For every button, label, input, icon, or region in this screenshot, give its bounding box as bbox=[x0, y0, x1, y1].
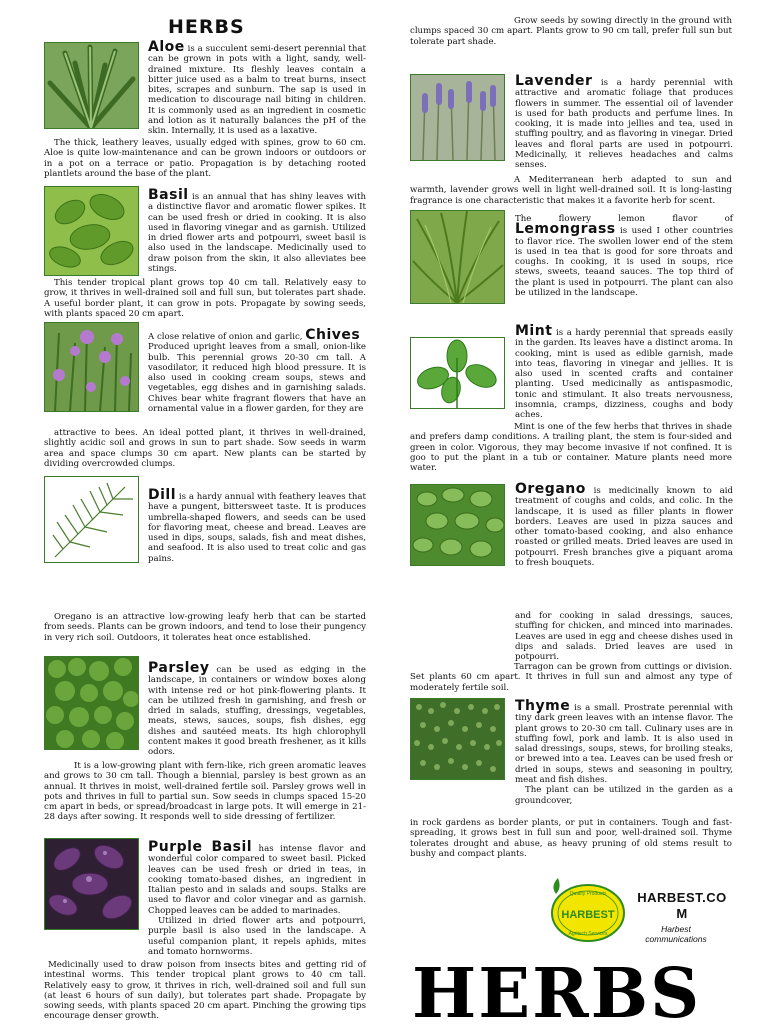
aloe-text: is a succulent semi-desert perennial that can be grown in pots with a light, sandy, well-drained mixture. Its fleshly leaves contain a bitter juice used as a balm to treat burns, insect bites, scrapes and sunburn. The sap is used in medication to discourage nail biting in children. It is commonly used as an ingredient in cosmetic and lotion as it naturally balances the pH of the skin. Internally, it is used as a laxative. bbox=[148, 44, 366, 137]
mint-photo bbox=[410, 337, 505, 409]
lemongrass-photo bbox=[410, 210, 505, 304]
logo-ring-top: Quality Products bbox=[569, 891, 607, 897]
harbest-logo bbox=[548, 878, 628, 944]
parsley-heading: Parsley bbox=[148, 660, 210, 676]
harbest-website: HARBEST.CO M bbox=[637, 890, 727, 921]
tarragon-continued-section bbox=[515, 611, 733, 662]
purple-basil-section bbox=[148, 839, 366, 957]
dill-section bbox=[148, 487, 366, 564]
thyme-heading: Thyme bbox=[515, 698, 571, 714]
aloe-section bbox=[148, 39, 366, 137]
aloe-heading: Aloe bbox=[148, 39, 185, 55]
dill-text: is a hardy annual with feathery leaves that have a pungent, bittersweet taste. It is produces umbrella-shaped flowers, and seeds can be used for flavoring meat, cheese and bread. Leaves are used in dips, soups, salads, fish and meat dishes, and seafood. It is also used to treat colic and gas pains. bbox=[148, 492, 366, 564]
parsley-photo bbox=[44, 656, 139, 750]
basil-photo bbox=[44, 186, 139, 276]
chives-heading: Chives bbox=[305, 327, 361, 343]
parsley-text: can be used as edging in the landscape, in containers or window boxes along with intense red or hot pink-flowering plants. It can be utilized fresh in garnishing, and fresh or dried in salads, stuffing, dressings, vegetables, meats, stews, sauces, soups, fish dishes, egg dishes and sautéed meats. Its high chlorophyll content makes it good breath freshener, as it kills odors. bbox=[148, 665, 366, 758]
lavender-heading: Lavender bbox=[515, 73, 593, 89]
purple-basil-text: has intense flavor and wonderful color compared to sweet basil. Picked leaves can be used fresh or dried in teas, in cooking tomato-based dishes, an ingredient in Italian pesto and in salads and soups. Stalks are used to flavor and color vinegar and as garnish. Chopped leaves can be added to marinades. bbox=[148, 844, 366, 916]
logo-word: HARBEST bbox=[561, 909, 615, 921]
lemongrass-heading: Lemongrass bbox=[515, 221, 616, 238]
page-title: HERBS bbox=[168, 16, 245, 38]
mint-section bbox=[515, 323, 733, 421]
aloe-text-2: The thick, leathery leaves, usually edged with spines, grow to 60 cm. Aloe is quite low-maintenance and can be grown indoors or outdoors or in a pot on a terrace or patio. Propagation is by detaching rooted plantlets around the base of the plant. bbox=[44, 138, 366, 179]
thyme-text-3: in rock gardens as border plants, or put in containers. Tough and fast-spreading, it grows best in full sun and poor, well-drained soil. Thyme tolerates drought and abuse, as heavy pruning of old stems result to bushy and compact plants. bbox=[410, 818, 732, 859]
chives-section bbox=[148, 327, 366, 415]
parsley-section bbox=[148, 660, 366, 758]
big-herbs-title: HERBS bbox=[412, 954, 702, 1034]
lavender-text-2: A Mediterranean herb adapted to sun and warmth, lavender grows well in light well-drained soil. It is long-lasting fragrance is one characteristic that makes it a favorite herb for scent. bbox=[410, 175, 732, 206]
oregano-continued-text: Oregano is an attractive low-growing leafy herb that can be started from seeds. Plants can be grown indoors, and tend to lose their pungency in very rich soil. Outdoors, it tolerates heat once established. bbox=[44, 612, 366, 643]
thyme-photo bbox=[410, 698, 505, 780]
chives-intro: A close relative of onion and garlic, bbox=[148, 332, 306, 342]
lemongrass-section bbox=[515, 214, 733, 298]
lavender-photo bbox=[410, 74, 505, 161]
logo-ring-bottom: Agritech Services bbox=[568, 931, 608, 937]
chives-photo bbox=[44, 322, 139, 412]
basil-heading: Basil bbox=[148, 187, 189, 203]
chives-text-2: attractive to bees. An ideal potted plant, it thrives in well-drained, slightly acidic soil and grows in sun to part shade. Sow seeds in warm area and space clumps 30 cm apart. New plants can be started by dividing overcrowded clumps. bbox=[44, 428, 366, 469]
harbest-tagline: Harbest communications bbox=[645, 924, 707, 944]
basil-section bbox=[148, 187, 366, 275]
purple-basil-photo bbox=[44, 838, 139, 930]
lavender-section bbox=[515, 73, 733, 171]
thyme-section bbox=[515, 698, 733, 806]
mint-heading: Mint bbox=[515, 323, 553, 339]
thyme-text-2: The plant can be utilized in the garden as a groundcover, bbox=[515, 785, 733, 806]
oregano-heading: Oregano bbox=[515, 481, 586, 497]
lavender-text: is a hardy perennial with attractive and aromatic foliage that produces flowers in summer. The essential oil of lavender is used for bath products and perfume lines. In cooking, it is made into jellies and tea, used in stuffing poultry, and as flavoring in vinegar. Dried leaves and floral parts are used in potpourri. Medicinally, it relieves headaches and calms senses. bbox=[515, 78, 733, 171]
purple-basil-heading: Purple Basil bbox=[148, 839, 253, 855]
thyme-text: is a small. Prostrate perennial with tiny dark green leaves with an intense flavor. The plant grows to 20-30 cm tall. Culinary uses are in stuffing fowl, pork and lamb. It is also used in salad dressings, soups, stews, for broiling steaks, or brewed into a tea. Leaves can be used fresh or dried in soups, stews and seasoning in poultry, meat and fish dishes. bbox=[515, 703, 733, 786]
oregano-photo bbox=[410, 484, 505, 566]
dill-heading: Dill bbox=[148, 487, 177, 503]
chives-text: Produced upright leaves from a small, onion-like bulb. This perennial grows 20-30 cm tall. A vasodilator, it reduced high blood pressure. It is also used in cooking cream soups, stews and vegetables, egg dishes and in garnishing salads. Chives bear white fragrant flowers that have an ornamental value in a flower garden, for they are bbox=[148, 342, 366, 415]
lemongrass-growing-text: Grow seeds by sowing directly in the ground with clumps spaced 30 cm apart. Plants grow to 90 cm tall, prefer full sun but tolerate part shade. bbox=[410, 16, 732, 47]
purple-basil-text-3: Medicinally used to draw poison from insects bites and getting rid of intestinal worms. This tender tropical plant grows to 40 cm tall. Relatively easy to grow, it thrives in rich, well-drained soil and full sun (at least 6 hours of sun daily), but tolerates part shade. Propagate by sowing seeds, with plants spaced 20 cm apart. Pinching the growing tips encourage denser growth. bbox=[44, 960, 366, 1022]
mint-text: is a hardy perennial that spreads easily in the garden. Its leaves have a distinct aroma. In cooking, mint is used as edible garnish, made into teas, flavoring in vinegar and jellies. It is also used in scented crafts and container planting. Used medicinally as antispasmodic, tonic and stimulant. It also treats nervousness, insomnia, cramps, dizziness, coughs and body aches. bbox=[515, 328, 733, 421]
basil-text: is an annual that has shiny leaves with a distinctive flavor and aromatic flower spikes. It can be used fresh or dried in cooking. It is also used in flavoring vinegar and as garnish. Utilized in dried flower arts and potpourri, sweet basil is also used in the landscape. Medicinally used to draw poison from the skin, it also alleviates bee stings. bbox=[148, 192, 366, 275]
purple-basil-text-2: Utilized in dried flower arts and potpourri, purple basil is also used in the landscape. A useful companion plant, it repels aphids, mites and tomato hornworms. bbox=[148, 916, 366, 957]
basil-text-2: This tender tropical plant grows top 40 cm tall. Relatively easy to grow, it thrives in well-drained soil and full sun, but tolerates part shade. A useful border plant, it can grow in pots. Propagate by sowing seeds, with plants spaced 20 cm apart. bbox=[44, 278, 366, 319]
parsley-text-2: It is a low-growing plant with fern-like, rich green aromatic leaves and grows to 30 cm tall. Though a biennial, parsley is best grown as an annual. It thrives in moist, well-drained fertile soil. Parsley grows well in pots and thrives in full to partial sun. Sow seeds in clumps spaced 15-20 cm apart in beds, or spread/broadcast in large pots. It will emerge in 21-28 days after sowing. It responds well to side dressing of fertilizer. bbox=[44, 761, 366, 823]
tarragon-text-2: Tarragon can be grown from cuttings or division. Set plants 60 cm apart. It thrives in full sun and almost any type of moderately fertile soil. bbox=[410, 662, 732, 693]
lemongrass-text: is used I other countries to flavor rice. The swollen lower end of the stem is used in tea that is good for sore throats and coughs. In cooking, it is used in soups, rice stews, sweets, teaand sauces. The top third of the plant is used in potpourri. The plant can also be utilized in the landscape. bbox=[515, 226, 733, 299]
oregano-section bbox=[515, 481, 733, 569]
mint-text-2: Mint is one of the few herbs that thrives in shade and prefers damp conditions. A trailing plant, the stem is four-sided and green in color. Vigorous, they may become invasive if not confined. It is goo to put the plant in a tub or container. Mature plants need more water. bbox=[410, 422, 732, 474]
lemongrass-intro: The flowery lemon flavor of bbox=[515, 214, 733, 224]
dill-photo bbox=[44, 476, 139, 563]
aloe-photo bbox=[44, 42, 139, 129]
tarragon-text: and for cooking in salad dressings, sauces, stuffing for chicken, and minced into marinades. Leaves are used in egg and cheese dishes used in dips and salads. Dried leaves are used in potpourri. bbox=[515, 611, 733, 663]
oregano-text: is medicinally known to aid treatment of coughs and colds, and colic. In the landscape, it is used as filler plants in flower borders. Leaves are used in pizza sauces and other tomato-based cooking, and also enhance roasted or grilled meats. Dried leaves are used in potpourri. Fresh branches give a piquant aroma to fresh bouquets. bbox=[515, 486, 733, 569]
